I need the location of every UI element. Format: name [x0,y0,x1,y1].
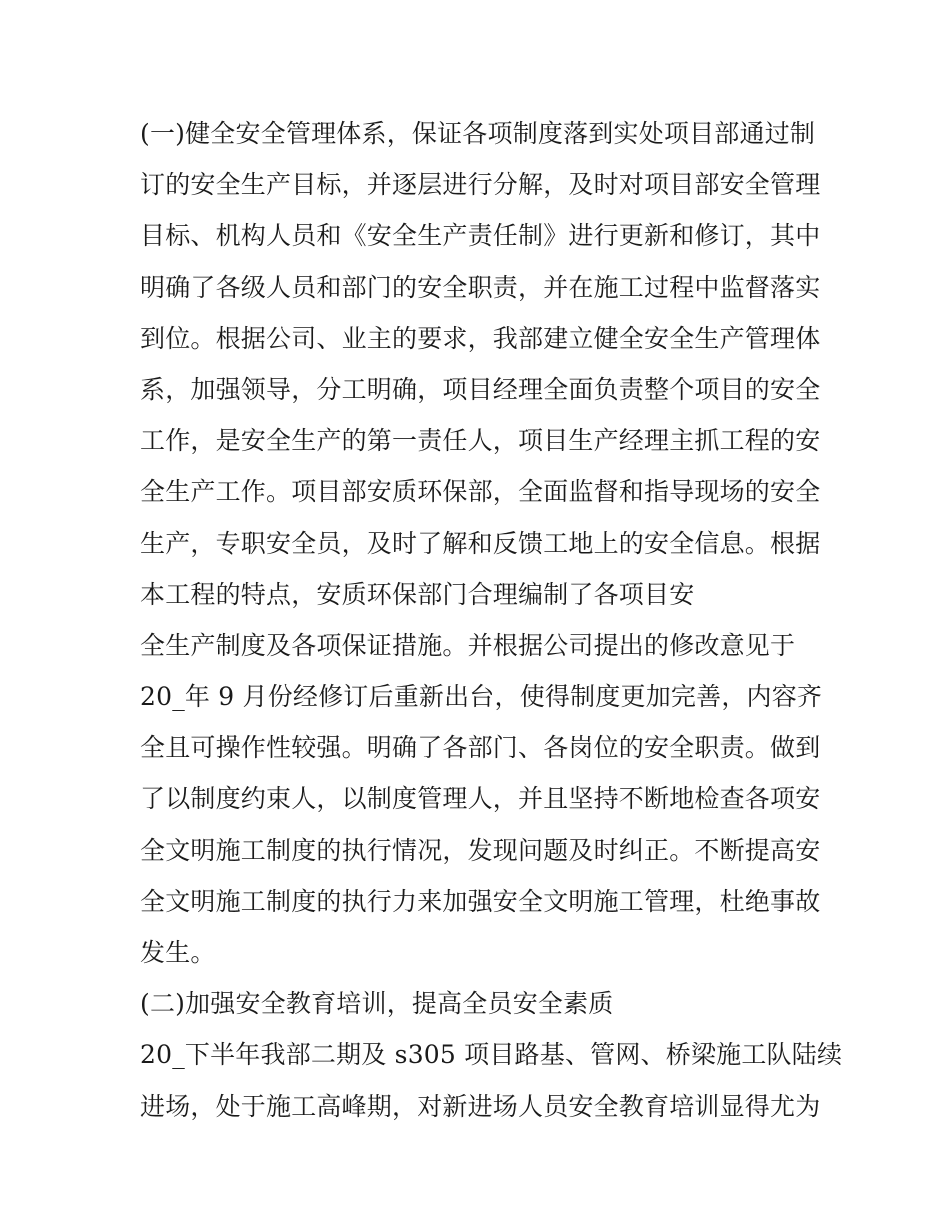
text-line-17: 发生。 [140,938,216,967]
text-line-10: 本工程的特点，安质环保部门合理编制了各项目安 [140,579,695,609]
text-line-3: 目标、机构人员和《安全生产责任制》进行更新和修订，其中 [140,221,821,251]
text-line-4: 明确了各级人员和部门的安全职责，并在施工过程中监督落实 [140,272,821,302]
section-heading-2: (二)加强安全教育培训，提高全员安全素质 [140,989,614,1019]
text-line-16: 全文明施工制度的执行力来加强安全文明施工管理，杜绝事故 [140,886,821,916]
text-line-1: (一)健全安全管理体系，保证各项制度落到实处项目部通过制 [140,119,816,148]
text-line-8: 全生产工作。项目部安质环保部，全面监督和指导现场的安全 [140,477,821,507]
text-line-2: 订的安全生产目标，并逐层进行分解，及时对项目部安全管理 [140,170,821,200]
text-line-9: 生产，专职安全员，及时了解和反馈工地上的安全信息。根据 [140,528,821,558]
text-line-20: 进场，处于施工高峰期，对新进场人员安全教育培训显得尤为 [140,1091,821,1121]
text-line-13: 全且可操作性较强。明确了各部门、各岗位的安全职责。做到 [140,733,821,763]
text-line-11: 全生产制度及各项保证措施。并根据公司提出的修改意见于 [140,630,796,660]
text-line-7: 工作，是安全生产的第一责任人，项目生产经理主抓工程的安 [140,426,821,456]
text-line-14: 了以制度约束人，以制度管理人，并且坚持不断地检查各项安 [140,784,821,814]
text-line-6: 系，加强领导，分工明确，项目经理全面负责整个项目的安全 [140,374,821,404]
document-body [140,108,843,1132]
text-line-5: 到位。根据公司、业主的要求，我部建立健全安全生产管理体 [140,323,821,353]
text-line-15: 全文明施工制度的执行情况，发现问题及时纠正。不断提高安 [140,835,821,865]
text-line-19: 20_下半年我部二期及 s305 项目路基、管网、桥梁施工队陆续 [140,1040,843,1070]
text-line-12: 20_年 9 月份经修订后重新出台，使得制度更加完善，内容齐 [140,682,823,712]
